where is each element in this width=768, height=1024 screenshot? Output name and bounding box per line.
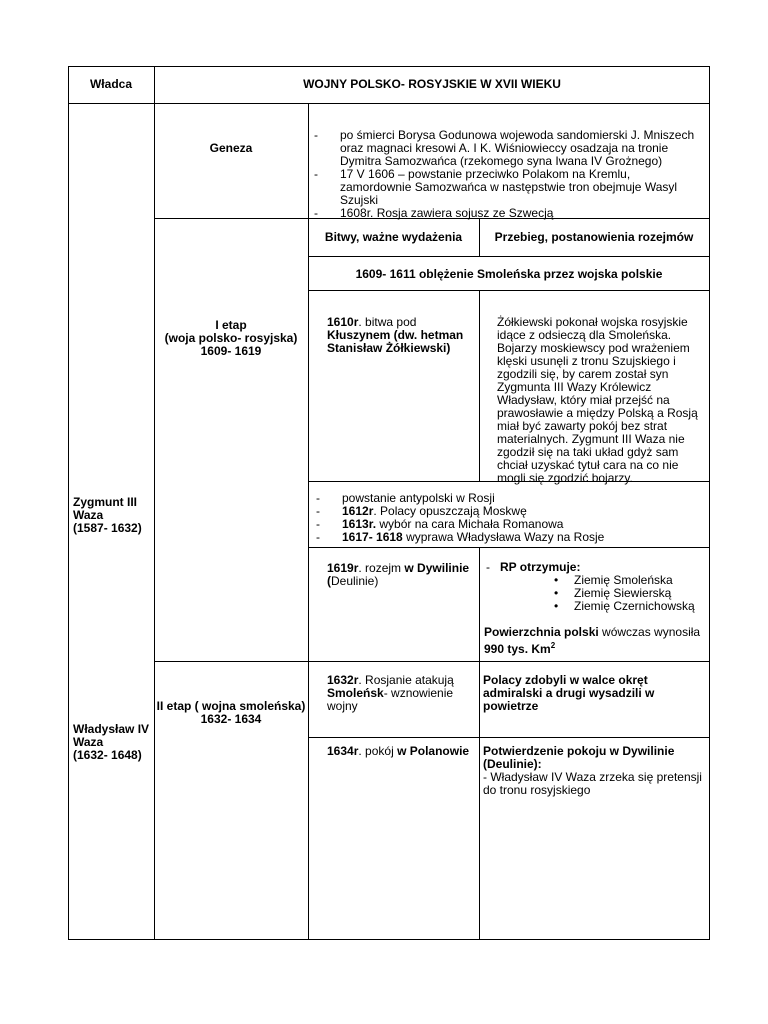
course-column-divider-3 xyxy=(479,547,480,940)
list-item xyxy=(314,168,702,207)
smolensk-text: . Rosjanie atakują xyxy=(358,673,454,687)
dash-marker: - xyxy=(316,491,320,505)
kluszyn-year: 1610r xyxy=(327,315,359,329)
area-label: Powierzchnia polski xyxy=(484,625,599,639)
rp-label: RP otrzymuje: xyxy=(500,560,581,574)
deulino-place: w Dywilinie xyxy=(404,561,470,575)
siege-smolensk: 1609- 1611 oblężenie Smoleńska przez wojska polskie xyxy=(355,267,663,281)
course-column-divider-2 xyxy=(479,290,480,481)
kluszyn-place: Kłuszynem (dw. hetman Stanisław Żółkiewski) xyxy=(327,328,464,355)
smolensk-year: 1632r xyxy=(327,673,359,687)
dash-marker: - xyxy=(316,530,320,544)
area-text: wówczas wynosiła xyxy=(598,625,701,639)
list-item-date: 1617- 1618 xyxy=(342,530,403,544)
etap2-title: II etap ( wojna smoleńska) xyxy=(156,699,306,713)
etap2-label xyxy=(154,700,308,726)
header-ruler: Władca xyxy=(89,77,132,91)
dash-marker: - xyxy=(314,206,318,220)
etap2-years: 1632- 1634 xyxy=(200,712,262,726)
ruler-zygmunt-dynasty: Waza xyxy=(73,508,104,522)
etap-divider xyxy=(154,661,710,662)
header-title: WOJNY POLSKO- ROSYJSKIE W XVII WIEKU xyxy=(303,77,561,91)
ruler-wladyslaw xyxy=(73,723,153,762)
dash-marker: - xyxy=(316,517,320,531)
list-item-text: wybór na cara Michała Romanowa xyxy=(376,517,564,531)
smolensk-divider xyxy=(308,737,710,738)
ruler-column-divider xyxy=(154,66,155,940)
geneza-list xyxy=(314,129,702,220)
smolensk-text2: - wznowienie wojny xyxy=(327,686,454,713)
columns-header-divider xyxy=(308,256,710,257)
deulino-truce xyxy=(327,562,477,588)
dash-marker: - xyxy=(314,167,318,181)
list-item-text: 17 V 1606 – powstanie przeciwko Polakom na Kremlu, zamordownie Samozwańca w następstwie tron obejmuje Wasyl Szujski xyxy=(340,167,678,207)
dash-marker: - xyxy=(316,504,320,518)
smolensk-description: Polacy zdobyli w walce okręt admiralski a drugi wysadzili w powietrze xyxy=(483,673,655,713)
table-border-left xyxy=(68,66,69,940)
table-border-right xyxy=(709,66,710,940)
kluszyn-text: . bitwa pod xyxy=(358,315,417,329)
kluszyn-battle xyxy=(327,316,477,355)
deulino-terms xyxy=(484,561,706,656)
kluszyn-description: Żółkiewski pokonał wojska rosyjskie idące z odsieczą dla Smoleńska. Bojarzy moskiewscy pod wrażeniem klęski usunęli z tronu Szujskiego i zgodzili się, by carem został syn Zygmunta III Wazy Królewicz Władysław, który miał przejść na prawosławie a między Polską a Rosją miał być zawarty pokój bez strat materialnych. Zygmunt III Waza nie zgodził się na taki układ gdyż sam chciał uzyskać tytuł cara na co nie mogli się zgodzić bojarzy. xyxy=(497,315,698,485)
land-name: Ziemię Smoleńska xyxy=(574,573,673,587)
bullet-marker: • xyxy=(554,599,559,613)
land-item xyxy=(554,600,706,613)
polanow-title: Potwierdzenie pokoju w Dywilinie (Deulinie): xyxy=(483,744,675,771)
ruler-zygmunt xyxy=(73,496,153,535)
etap1-title: I etap xyxy=(215,318,247,332)
list-item xyxy=(314,129,702,168)
polanow-terms xyxy=(483,745,705,797)
list-item-date: 1613r. xyxy=(342,517,377,531)
ruler-wladyslaw-name: Władysław IV xyxy=(73,722,150,736)
etap1-years: 1609- 1619 xyxy=(200,344,262,358)
column-battles-header: Bitwy, ważne wydażenia xyxy=(324,230,463,244)
events-divider xyxy=(308,547,710,548)
list-item-text: . Polacy opuszczają Moskwę xyxy=(373,504,527,518)
dash-marker: - xyxy=(314,128,318,142)
table-border-bottom xyxy=(68,939,710,940)
area-value: 990 tys. Km xyxy=(484,642,551,656)
geneza-label: Geneza xyxy=(209,141,253,155)
deulino-text: . rozejm xyxy=(358,561,405,575)
siege-divider xyxy=(308,290,710,291)
polanow-description: - Władysław IV Waza zrzeka się pretensji do tronu rosyjskiego xyxy=(483,770,702,797)
polanow-text: . pokój xyxy=(358,744,398,758)
smolensk-place: Smoleńsk xyxy=(327,686,384,700)
list-item-text: po śmierci Borysa Godunowa wojewoda sandomierski J. Mniszech oraz magnaci kresowi A. I K. Wiśniowieccy osadzaja na tronie Dymitra Samozwańca (rzekomego syna Iwana IV Grożnego) xyxy=(340,128,695,168)
lands-list xyxy=(554,574,706,613)
ruler-zygmunt-name: Zygmunt III xyxy=(73,495,137,509)
phase-column-divider xyxy=(308,103,309,940)
polanow-year: 1634r xyxy=(327,744,359,758)
bullet-marker: • xyxy=(554,573,559,587)
list-item-date: 1612r xyxy=(342,504,374,518)
bullet-marker: • xyxy=(554,586,559,600)
deulino-paren: ( xyxy=(327,574,331,588)
list-item-text: 1608r. Rosja zawiera sojusz ze Szwecją xyxy=(340,206,554,220)
deulino-year: 1619r xyxy=(327,561,359,575)
column-course-header: Przebieg, postanowienia rozejmów xyxy=(494,230,694,244)
area-unit-sup: 2 xyxy=(550,641,556,650)
rp-dash: - xyxy=(486,560,490,574)
polanow-place: w Polanowie xyxy=(397,744,470,758)
list-item-text: wyprawa Władysława Wazy na Rosje xyxy=(402,530,605,544)
ruler-zygmunt-years: (1587- 1632) xyxy=(73,521,142,535)
header-divider xyxy=(68,103,710,104)
list-item xyxy=(316,531,706,544)
events-list xyxy=(316,492,706,544)
etap1-label xyxy=(154,319,308,358)
list-item-text: powstanie antypolski w Rosji xyxy=(342,491,495,505)
land-name: Ziemię Siewierską xyxy=(574,586,672,600)
list-item xyxy=(314,207,702,220)
smolensk-attack xyxy=(327,674,477,713)
deulino-alt-name: Deulinie) xyxy=(331,574,379,588)
table-border-top xyxy=(68,66,710,67)
land-name: Ziemię Czernichowską xyxy=(574,599,695,613)
etap1-subtitle: (woja polsko- rosyjska) xyxy=(164,331,298,345)
ruler-wladyslaw-years: (1632- 1648) xyxy=(73,748,142,762)
ruler-wladyslaw-dynasty: Waza xyxy=(73,735,104,749)
polanow-peace xyxy=(327,745,477,758)
